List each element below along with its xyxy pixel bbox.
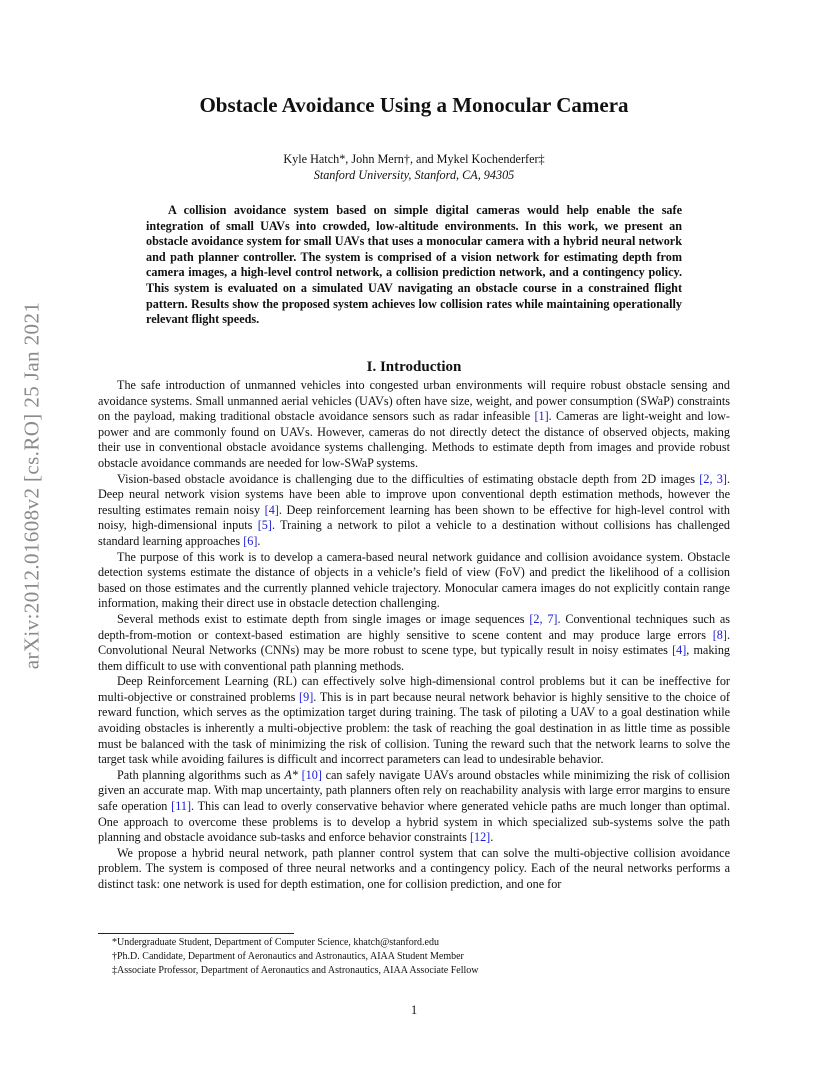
arxiv-identifier-text: arXiv:2012.01608v2 [cs.RO] 25 Jan 2021 (19, 301, 44, 669)
paragraph-text: Deep Reinforcement Learning (RL) can effectively solve high-dimensional control problems but it can be ineffective for multi-objective or constrained problems (98, 674, 730, 704)
paragraph-text: The safe introduction of unmanned vehicles into congested urban environments will require robust obstacle sensing and avoidance systems. Small unmanned aerial vehicles (UAVs) often have size, weight, and power consumption (SWaP) constraints on the payload, making traditional obstacle avoidance sensors such as radar infeasible (98, 378, 730, 424)
citation-link[interactable]: [11] (171, 799, 192, 814)
citation-link[interactable]: [1] (534, 409, 549, 424)
paragraph-text: . This can lead to overly conservative behavior where generated vehicle paths are much longer than optimal. One approach to overcome these problems is to develop a hybrid system in which specialized sub-systems solve the path planning and obstacle avoidance sub-tasks and enforce behavior constraints (98, 799, 730, 845)
body-paragraph (98, 550, 730, 612)
paragraph-text: . Deep neural network vision systems have been able to improve upon conventional depth estimation methods, however the resulting estimates remain noisy (98, 471, 730, 517)
paragraph-text: Path planning algorithms such as (117, 767, 285, 782)
citation-link[interactable]: [12] (469, 830, 491, 845)
paragraph-text: . This is in part because neural network behavior is highly sensitive to the choice of reward function, which serves as the optimization target during training. The task of piloting a UAV to a goal destination while avoiding obstacles is inherently a multi-objective problem: the task of reaching the goal destination in as little time as possible must be balanced with the task of minimizing the risk of collision. Tuning the reward such that the network learns to solve the target task while avoiding failures is difficult and incorrect parameters can lead to undesirable behavior. (98, 689, 730, 767)
paragraph-text: , making them difficult to use with conventional path planning methods. (98, 643, 731, 673)
paragraph-text: . Conventional techniques such as depth-from-motion or context-based estimation are highly sensitive to scene content and may produce large errors (98, 611, 731, 642)
citation-link[interactable]: [6] (243, 533, 258, 548)
citation-link[interactable]: [4] (264, 502, 279, 517)
footnote: ‡Associate Professor, Department of Aeronautics and Astronautics, AIAA Associate Fellow (112, 965, 479, 976)
paragraph-text: Vision-based obstacle avoidance is challenging due to the difficulties of estimating obstacle depth from 2D images (117, 471, 700, 486)
abstract: A collision avoidance system based on simple digital cameras would help enable the safe integration of small UAVs into crowded, low-altitude environments. In this work, we present an obstacle avoidance system for small UAVs that uses a monocular camera with a hybrid neural network and path planner controller. The system is comprised of a vision network for estimating depth from camera images, a high-level control network, a collision prediction network, and a contingency policy. This system is evaluated on a simulated UAV navigating an obstacle course in a constrained flight pattern. Results show the proposed system achieves low collision rates while maintaining operationally relevant flight speeds. (146, 203, 682, 327)
paragraph-text: . Cameras are light-weight and low-power and are commonly found on UAVs. However, cameras do not directly detect the distance of observed objects, making their use in conventional obstacle avoidance systems challenging. Methods to estimate depth from images and provide robust obstacle avoidance commands are needed for low-SWaP systems. (98, 409, 730, 470)
paragraph-text: can safely navigate UAVs around obstacles while minimizing the risk of collision given an accurate map. With map uncertainty, path planners often rely on reachability analysis with large error margins to ensure safe operation (98, 767, 730, 814)
footnote-divider (98, 933, 294, 934)
body-paragraph (98, 768, 730, 846)
paragraph-text: . (257, 533, 261, 548)
author-list: Kyle Hatch*, John Mern†, and Mykel Kochenderfer‡ (283, 152, 545, 166)
citation-link[interactable]: [2, 7] (529, 611, 558, 626)
arxiv-identifier-stamp (8, 290, 56, 680)
body-paragraph (98, 846, 730, 893)
introduction-body (98, 378, 730, 893)
footnote: *Undergraduate Student, Department of Computer Science, khatch@stanford.edu (112, 937, 439, 948)
citation-link[interactable]: [5] (257, 518, 272, 533)
body-paragraph (98, 612, 730, 674)
footnotes (98, 936, 730, 978)
paragraph-text: We propose a hybrid neural network, path planner control system that can solve the multi-objective collision avoidance problem. The system is composed of three neural networks and a contingency policy. Each of the neural networks performs a distinct task: one network is used for depth estimation, one for collision prediction, and one for (98, 845, 730, 891)
paragraph-text: . (490, 830, 494, 845)
paragraph-text: . Training a network to pilot a vehicle to a destination without collisions has challenged standard learning approaches (98, 518, 731, 548)
body-paragraph (98, 472, 730, 550)
citation-link[interactable]: [4] (672, 643, 687, 658)
page-number: 1 (410, 1003, 418, 1017)
section-heading: I. Introduction (366, 359, 462, 375)
citation-link[interactable]: [10] (301, 767, 322, 782)
paragraph-text: . Deep reinforcement learning has been shown to be effective for high-level control with noisy, high-dimensional inputs (98, 502, 730, 533)
footnote: †Ph.D. Candidate, Department of Aeronautics and Astronautics, AIAA Student Member (112, 951, 464, 962)
paragraph-text: The purpose of this work is to develop a camera-based neural network guidance and collision avoidance system. Obstacle detection systems estimate the distance of objects in a vehicle’s field of view (FoV) and predict the likelihood of a collision based on those estimates and the currently planned vehicle trajectory. Monocular camera images do not explicitly contain range information, making their direct use in obstacle detection challenging. (98, 549, 730, 611)
paper-title: Obstacle Avoidance Using a Monocular Camera (199, 93, 629, 117)
paragraph-text: . Convolutional Neural Networks (CNNs) may be more robust to scene type, but typically result in noisy estimates (98, 627, 730, 658)
body-paragraph (98, 378, 730, 472)
citation-link[interactable]: [8] (712, 627, 727, 642)
body-paragraph (98, 674, 730, 768)
math-symbol: A* (284, 767, 298, 782)
paragraph-text: Several methods exist to estimate depth from single images or image sequences (117, 611, 530, 626)
citation-link[interactable]: [2, 3] (699, 471, 727, 486)
affiliation: Stanford University, Stanford, CA, 94305 (313, 168, 515, 182)
citation-link[interactable]: [9] (299, 689, 314, 704)
